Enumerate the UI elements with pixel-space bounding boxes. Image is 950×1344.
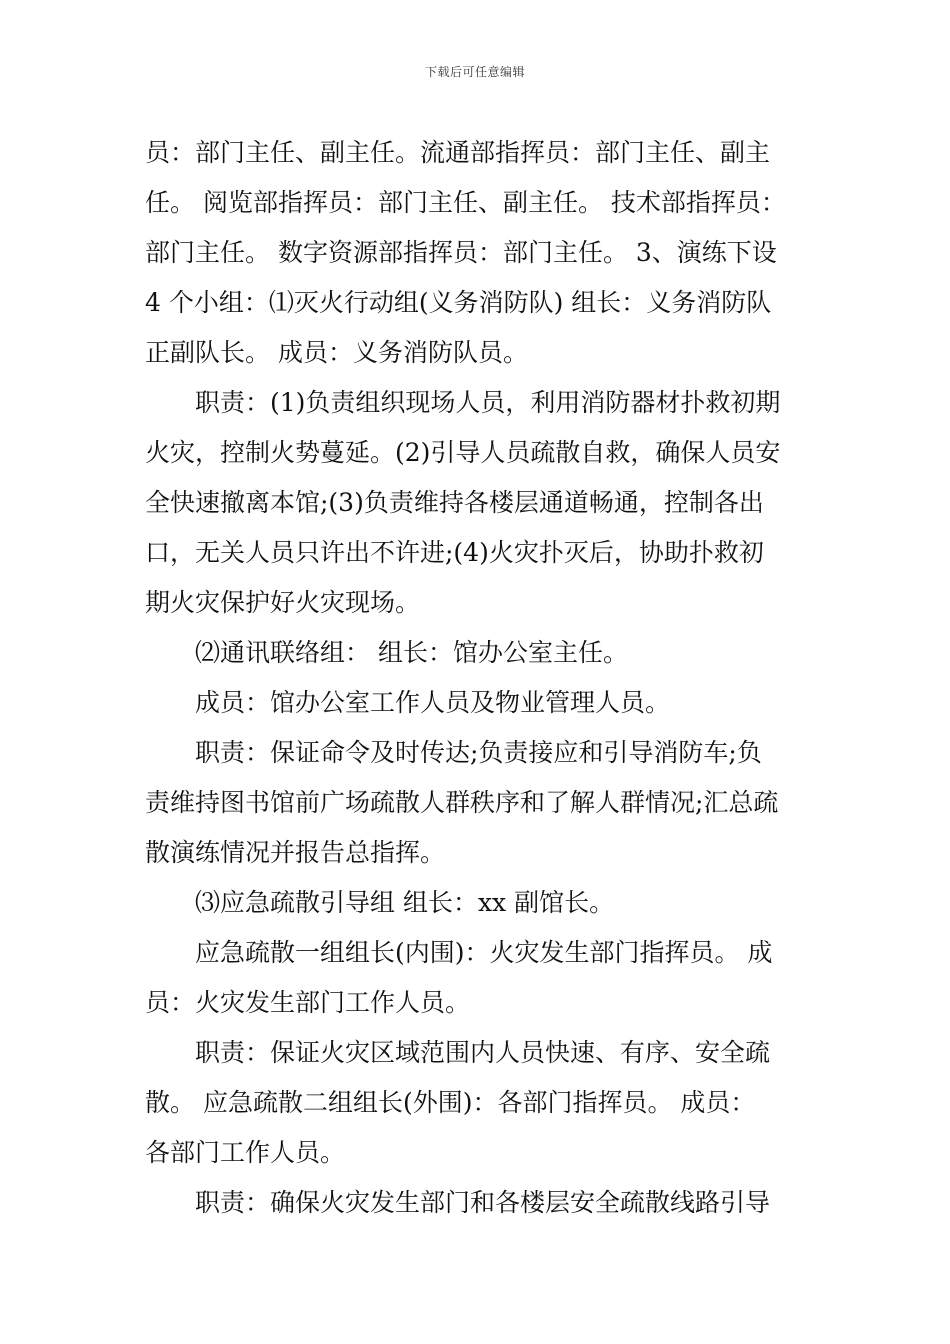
text-line: 火灾，控制火势蔓延。(2)引导人员疏散自救，确保人员安 [145,438,781,467]
text-line: 正副队长。 成员：义务消防队员。 [145,338,528,367]
paragraph-start: ⑵通讯联络组： 组长：馆办公室主任。 [195,638,628,667]
text-line: 任。 阅览部指挥员：部门主任、副主任。 技术部指挥员： [145,188,786,217]
paragraph-start: 职责：保证火灾区域范围内人员快速、有序、安全疏 [195,1038,771,1067]
paragraph-start: 职责：确保火灾发生部门和各楼层安全疏散线路引导 [195,1188,771,1217]
paragraph-start: 职责：(1)负责组织现场人员，利用消防器材扑救初期 [195,388,781,417]
paragraph-start: 职责：保证命令及时传达;负责接应和引导消防车;负 [195,738,762,767]
text-line: 全快速撤离本馆;(3)负责维持各楼层通道畅通，控制各出 [145,488,764,517]
paragraph-start: 应急疏散一组组长(内围)：火灾发生部门指挥员。 成 [195,938,773,967]
text-line: 口，无关人员只许出不许进;(4)火灾扑灭后，协助扑救初 [145,538,764,567]
text-line: 散。 应急疏散二组组长(外围)：各部门指挥员。 成员： [145,1088,756,1117]
paragraph-start: 成员：馆办公室工作人员及物业管理人员。 [195,688,671,717]
text-line: 员：部门主任、副主任。流通部指挥员：部门主任、副主 [145,138,771,167]
text-line: 各部门工作人员。 [145,1138,346,1167]
paragraph-start: ⑶应急疏散引导组 组长：xx 副馆长。 [195,888,615,917]
document-body [145,128,810,1228]
text-line: 期火灾保护好火灾现场。 [145,588,421,617]
text-line: 责维持图书馆前广场疏散人群秩序和了解人群情况;汇总疏 [145,788,779,817]
page-header: 下载后可任意编辑 [424,65,525,79]
text-line: 散演练情况并报告总指挥。 [145,838,446,867]
text-line: 部门主任。 数字资源部指挥员：部门主任。 3、演练下设 [145,238,777,267]
text-line: 员：火灾发生部门工作人员。 [145,988,471,1017]
text-line: 4 个小组：⑴灭火行动组(义务消防队) 组长：义务消防队 [145,288,772,317]
